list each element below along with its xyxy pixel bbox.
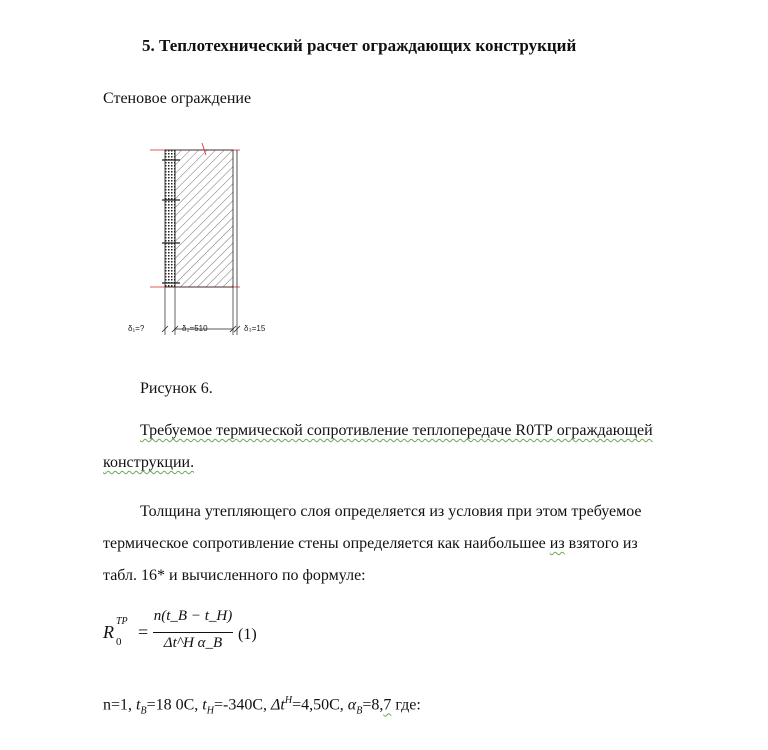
- paragraph-2-line-2b: из: [549, 535, 565, 552]
- formula-block: [103, 608, 363, 668]
- figure-caption: Рисунок 6.: [140, 380, 213, 397]
- formula-equals: =: [138, 622, 149, 642]
- param-n: n=1,: [103, 696, 133, 714]
- param-th-sub: H: [206, 705, 214, 717]
- paragraph-required-resistance: [103, 415, 723, 479]
- formula-lhs-sup: TP: [116, 616, 128, 627]
- paragraph-1-line-1: Требуемое термической сопротивление теплопередаче R0ТР ограждающей: [140, 422, 653, 439]
- param-tb-symbol: t: [136, 696, 141, 714]
- formula-numerator: n(t_B − t_H): [153, 608, 233, 624]
- page-title: 5. Теплотехнический расчет ограждающих конструкций: [142, 36, 577, 55]
- insulation-layer: [165, 150, 175, 287]
- paragraph-2-line-2c: взятого из: [564, 535, 638, 552]
- section-subtitle: Стеновое ограждение: [103, 90, 252, 107]
- paragraph-insulation-thickness: [103, 496, 723, 592]
- paragraph-2-line-3: табл. 16* и вычисленного по формуле:: [103, 567, 366, 584]
- wall-section-drawing: [120, 135, 310, 345]
- formula-lhs-sub: 0: [116, 636, 122, 648]
- param-ab-value-a: =8,: [362, 696, 384, 714]
- param-th-symbol: t: [202, 696, 207, 714]
- param-ab-value-c: где:: [391, 696, 421, 714]
- param-ab-value-b: 7: [383, 696, 392, 714]
- dimension-label-1: δ₁=?: [128, 324, 145, 333]
- param-th-value: =-340С,: [213, 696, 268, 714]
- formula-number: (1): [238, 626, 257, 643]
- formula-fraction: [153, 608, 233, 657]
- param-dt-sup: H: [284, 695, 293, 706]
- param-dt-symbol: Δt: [271, 696, 285, 714]
- param-ab-symbol: α: [347, 696, 357, 714]
- dimension-label-2: δ₂=510: [182, 324, 208, 333]
- param-dt-value: =4,50С,: [292, 696, 344, 714]
- fraction-bar: [153, 632, 233, 633]
- paragraph-2-line-2a: термическое сопротивление стены определяется как наибольшее: [103, 535, 550, 552]
- param-tb-sub: B: [140, 705, 147, 717]
- formula-denominator: Δt^H α_B: [163, 635, 223, 651]
- paragraph-2-line-1: Толщина утепляющего слоя определяется из условия при этом требуемое: [140, 503, 642, 520]
- paragraph-1-line-2: конструкции.: [103, 454, 195, 471]
- dimension-label-3: δ₃=15: [244, 324, 266, 333]
- formula-lhs-symbol: R: [103, 622, 114, 642]
- formula-lhs: [103, 616, 128, 648]
- brick-layer: [175, 150, 233, 287]
- wall-diagram: [120, 135, 310, 345]
- param-ab-sub: B: [356, 705, 363, 717]
- parameters-line: [103, 695, 421, 717]
- param-tb-value: =18 0С,: [146, 696, 199, 714]
